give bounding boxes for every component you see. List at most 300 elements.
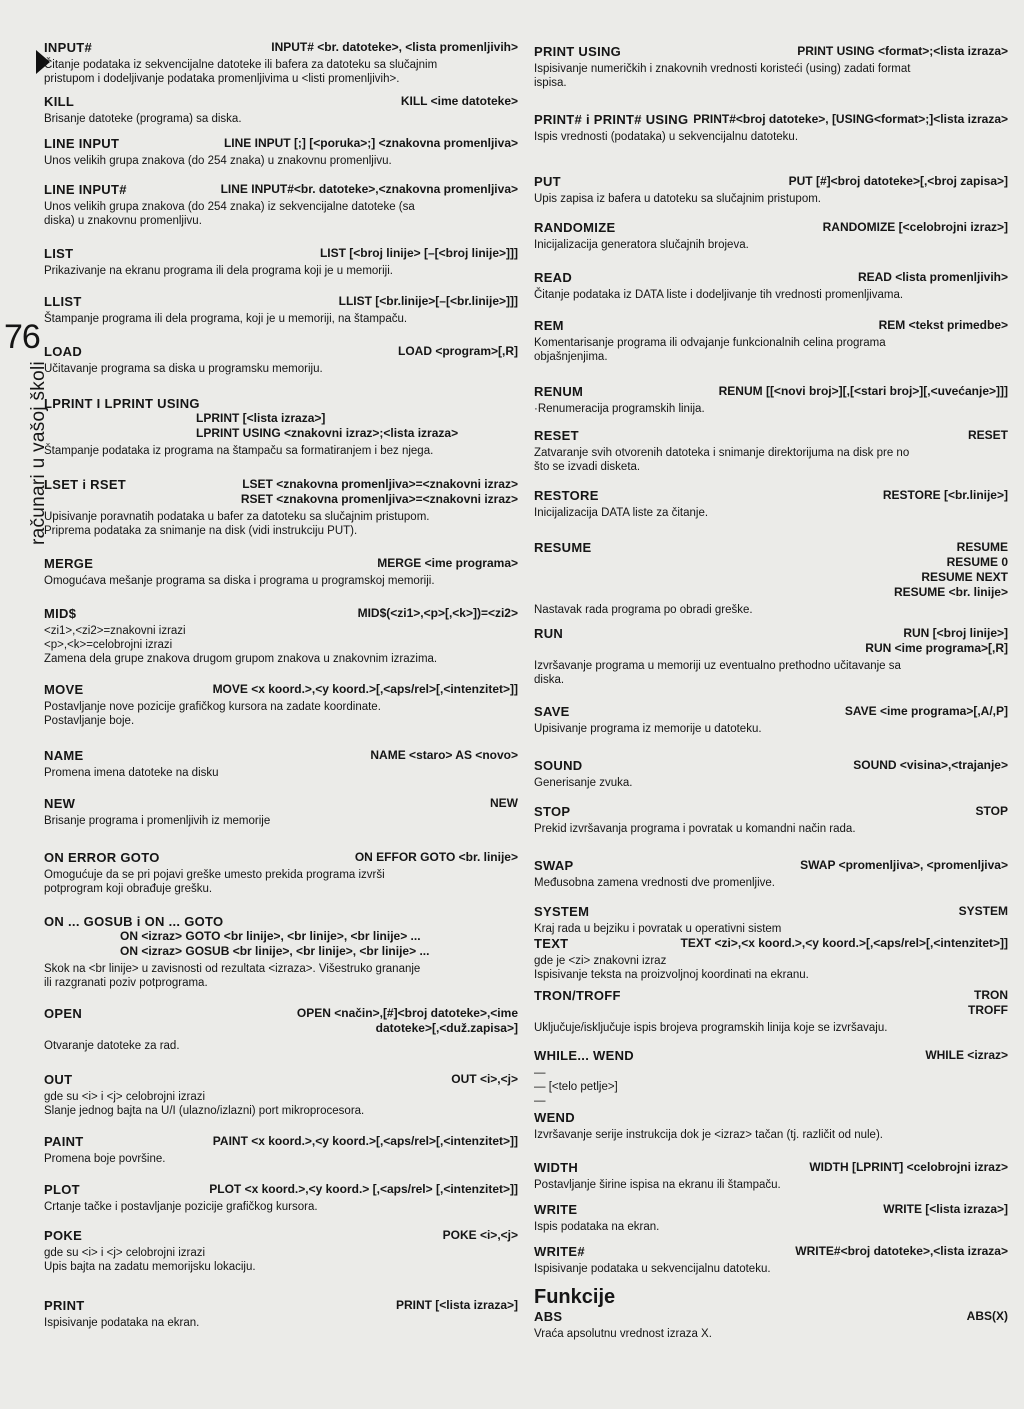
command-description	[534, 722, 1008, 736]
command-entry	[534, 904, 1008, 936]
command-syntax	[358, 606, 518, 621]
description-line: ili razgranati poziv potprograma.	[44, 977, 208, 989]
command-keyword: TRON/TROFF	[534, 988, 621, 1003]
command-syntax	[858, 270, 1008, 285]
command-description	[44, 700, 518, 728]
command-syntax	[490, 796, 518, 811]
syntax-line: WHILE <izraz>	[925, 1048, 1008, 1062]
command-syntax	[883, 1202, 1008, 1217]
command-entry	[44, 246, 518, 278]
command-description	[534, 822, 1008, 836]
syntax-line: SWAP <promenljiva>, <promenljiva>	[800, 858, 1008, 872]
description-line: Ispisivanje teksta na proizvoljnoj koordinati na ekranu.	[534, 969, 809, 981]
command-keyword: MERGE	[44, 556, 94, 571]
description-line: Skok na <br linije> u zavisnosti od rezultata <izraza>. Višestruko grananje	[44, 963, 421, 975]
command-syntax	[968, 988, 1008, 1018]
syntax-line: PRINT USING <format>;<lista izraza>	[797, 44, 1008, 58]
command-header	[534, 936, 1008, 951]
command-syntax	[823, 220, 1008, 235]
command-keyword: WRITE#	[534, 1244, 585, 1259]
function-description: Vraća apsolutnu vrednost izraza X.	[534, 1328, 712, 1340]
command-syntax	[213, 1134, 518, 1149]
description-line: Otvaranje datoteke za rad.	[44, 1040, 180, 1052]
command-description	[534, 288, 1008, 302]
description-line: Brisanje programa i promenljivih iz memorije	[44, 815, 271, 827]
syntax-line: TRON	[974, 988, 1008, 1002]
syntax-line: PRINT#<broj datoteke>, [USING<format>;]<lista izraza>	[693, 112, 1008, 126]
syntax-line: RANDOMIZE [<celobrojni izraz>]	[822, 220, 1008, 234]
description-line: Čitanje podataka iz DATA liste i dodeljivanje tih vrednosti promenljivama.	[534, 289, 904, 301]
description-line: Zamena dela grupe znakova drugom grupom znakova u znakovnim izrazima.	[44, 653, 438, 665]
command-header	[44, 1182, 518, 1197]
syntax-line: NEW	[490, 796, 518, 810]
command-entry	[534, 318, 1008, 364]
command-header	[534, 1110, 1008, 1125]
command-header	[534, 1160, 1008, 1175]
syntax-line: POKE <i>,<j>	[442, 1228, 518, 1242]
command-entry	[534, 988, 1008, 1035]
command-header	[534, 1048, 1008, 1063]
command-entry	[534, 758, 1008, 790]
syntax-line: INPUT# <br. datoteke>, <lista promenljivih>	[271, 40, 518, 54]
command-syntax	[451, 1072, 518, 1087]
command-entry	[534, 804, 1008, 836]
command-description	[44, 868, 518, 896]
command-syntax	[879, 318, 1008, 333]
command-header	[534, 858, 1008, 873]
description-line: Inicijalizacija generatora slučajnih brojeva.	[534, 239, 749, 251]
syntax-line: TROFF	[968, 1003, 1008, 1017]
command-keyword: PUT	[534, 174, 561, 189]
description-line: diska) u znakovnu promenljivu.	[44, 215, 202, 227]
command-keyword: LSET i RSET	[44, 477, 127, 492]
command-description	[44, 1316, 518, 1330]
command-header	[44, 40, 518, 55]
syntax-line: RESUME NEXT	[921, 570, 1008, 584]
command-syntax	[44, 929, 518, 959]
command-keyword: LLIST	[44, 294, 82, 309]
command-header	[44, 850, 518, 865]
command-description	[534, 192, 1008, 206]
page-number: 76	[4, 318, 40, 356]
syntax-line: LIST [<broj linije> [–[<broj linije>]]]	[319, 246, 518, 260]
syntax-line: PRINT [<lista izraza>]	[395, 1298, 518, 1312]
description-line: gde je <zi> znakovni izraz	[534, 955, 667, 967]
description-line: što se izvadi disketa.	[534, 461, 641, 473]
description-line: Izvršavanje serije instrukcija dok je <izraz> tačan (tj. različit od nule).	[534, 1129, 883, 1141]
command-entry	[534, 174, 1008, 206]
command-syntax	[213, 682, 518, 697]
command-keyword: OPEN	[44, 1006, 83, 1021]
command-header	[534, 626, 1008, 656]
command-header	[44, 396, 518, 411]
syntax-line: LPRINT USING <znakovni izraz>;<lista izraza>	[196, 426, 459, 440]
command-header	[44, 556, 518, 571]
syntax-line: RESUME 0	[946, 555, 1008, 569]
syntax-line: NAME <staro> AS <novo>	[370, 748, 518, 762]
description-line: Izvršavanje programa u memoriji uz eventualno prethodno učitavanje sa	[534, 660, 901, 672]
command-keyword: KILL	[44, 94, 75, 109]
command-header	[44, 796, 518, 811]
command-syntax	[443, 1228, 518, 1243]
command-keyword: OUT	[44, 1072, 73, 1087]
syntax-line: OUT <i>,<j>	[451, 1072, 518, 1086]
command-header	[534, 904, 1008, 919]
command-description	[534, 954, 1008, 982]
command-description	[44, 1200, 518, 1214]
command-keyword: LIST	[44, 246, 74, 261]
command-description	[44, 200, 518, 228]
syntax-line: WIDTH [LPRINT] <celobrojni izraz>	[809, 1160, 1008, 1174]
syntax-line: MOVE <x koord.>,<y koord.>[,<aps/rel>[,<intenzitet>]]	[212, 682, 518, 696]
command-entry	[534, 626, 1008, 687]
command-keyword: WRITE	[534, 1202, 578, 1217]
command-syntax	[853, 758, 1008, 773]
description-line: Promena imena datoteke na disku	[44, 767, 219, 779]
command-syntax	[795, 1244, 1008, 1259]
syntax-line: RESUME <br. linije>	[893, 585, 1008, 599]
command-entry	[44, 344, 518, 376]
command-entry	[534, 1202, 1008, 1234]
command-header	[534, 758, 1008, 773]
command-description	[44, 444, 518, 458]
command-header	[534, 1202, 1008, 1217]
syntax-line: KILL <ime datoteke>	[400, 94, 518, 108]
command-keyword: SOUND	[534, 758, 583, 773]
syntax-line: datoteke>[,<duž.zapisa>]	[375, 1021, 518, 1035]
command-description	[44, 574, 518, 588]
command-entry	[534, 1110, 1008, 1142]
description-line: Postavljanje boje.	[44, 715, 135, 727]
command-entry	[44, 182, 518, 228]
command-description	[534, 1128, 1008, 1142]
description-line: <zi1>,<zi2>=znakovni izrazi	[44, 625, 186, 637]
command-entry	[44, 136, 518, 168]
command-header	[44, 748, 518, 763]
syntax-line: LINE INPUT [;] [<poruka>;] <znakovna promenljiva>	[223, 136, 518, 150]
command-keyword: ON ... GOSUB i ON ... GOTO	[44, 914, 224, 929]
command-keyword: NAME	[44, 748, 84, 763]
command-entry	[534, 1048, 1008, 1108]
description-line: Ispis podataka na ekran.	[534, 1221, 660, 1233]
syntax-line: RUN <ime programa>[,R]	[865, 641, 1008, 655]
syntax-line: OPEN <način>,[#]<broj datoteke>,<ime	[296, 1006, 518, 1020]
command-keyword: PAINT	[44, 1134, 84, 1149]
command-entry	[534, 540, 1008, 617]
function-keyword: ABS	[534, 1309, 563, 1324]
command-keyword: PRINT# i PRINT# USING	[534, 112, 689, 127]
description-line: Prikazivanje na ekranu programa ili dela programa koji je u memoriji.	[44, 265, 393, 277]
command-entry	[44, 556, 518, 588]
description-line: gde su <i> i <j> celobrojni izrazi	[44, 1091, 206, 1103]
command-entry	[44, 682, 518, 728]
description-line: Priprema podataka za snimanje na disk (vidi instrukciju PUT).	[44, 525, 358, 537]
command-header	[534, 384, 1008, 399]
command-description	[534, 506, 1008, 520]
command-syntax	[370, 748, 518, 763]
description-line: Brisanje datoteke (programa) sa diska.	[44, 113, 242, 125]
command-description	[44, 1039, 518, 1053]
command-keyword: LPRINT I LPRINT USING	[44, 396, 200, 411]
command-entry	[44, 796, 518, 828]
command-keyword: TEXT	[534, 936, 569, 951]
command-header	[44, 682, 518, 697]
command-syntax	[719, 384, 1008, 399]
command-syntax	[221, 182, 518, 197]
command-entry	[44, 1134, 518, 1166]
syntax-line: REM <tekst primedbe>	[878, 318, 1008, 332]
command-entry	[44, 94, 518, 126]
description-line: Upis bajta na zadatu memorijsku lokaciju.	[44, 1261, 256, 1273]
command-keyword: POKE	[44, 1228, 83, 1243]
command-entry	[534, 220, 1008, 252]
command-entry	[44, 294, 518, 326]
command-entry	[44, 606, 518, 666]
command-entry	[44, 1182, 518, 1214]
command-syntax	[693, 112, 1008, 127]
command-syntax	[976, 804, 1008, 819]
description-line: Unos velikih grupa znakova (do 254 znaka) u znakovnu promenljivu.	[44, 155, 392, 167]
command-description	[534, 446, 1008, 474]
command-syntax	[398, 344, 518, 359]
command-entry	[44, 40, 518, 86]
description-line: Štampanje programa ili dela programa, koji je u memoriji, na štampaču.	[44, 313, 408, 325]
command-entry	[534, 858, 1008, 890]
command-header	[534, 1244, 1008, 1259]
syntax-line: PUT [#]<broj datoteke>[,<broj zapisa>]	[788, 174, 1008, 188]
command-keyword: REM	[534, 318, 564, 333]
command-syntax	[959, 904, 1008, 919]
command-description	[534, 776, 1008, 790]
command-header	[44, 1298, 518, 1313]
command-syntax	[894, 540, 1008, 600]
syntax-line: RESTORE [<br.linije>]	[882, 488, 1008, 502]
command-keyword: SWAP	[534, 858, 574, 873]
command-header	[534, 44, 1008, 59]
description-line: Promena boje površine.	[44, 1153, 166, 1165]
description-line: Štampanje podataka iz programa na štampaču sa formatiranjem i bez njega.	[44, 445, 434, 457]
description-line: diska.	[534, 674, 565, 686]
command-keyword: LOAD	[44, 344, 83, 359]
command-header	[44, 1006, 518, 1036]
command-syntax	[271, 40, 518, 55]
command-header	[534, 1309, 1008, 1324]
syntax-line: SYSTEM	[958, 904, 1008, 918]
function-syntax: ABS(X)	[966, 1309, 1008, 1323]
description-line: —	[534, 1067, 546, 1079]
command-description	[534, 922, 1008, 936]
command-description	[534, 402, 1008, 416]
command-description	[534, 659, 1008, 687]
syntax-line: WRITE#<broj datoteke>,<lista izraza>	[795, 1244, 1008, 1258]
description-line: Ispisivanje podataka u sekvencijalnu datoteku.	[534, 1263, 771, 1275]
syntax-line: MERGE <ime programa>	[377, 556, 518, 570]
command-syntax	[320, 246, 518, 261]
command-header	[534, 428, 1008, 443]
description-line: potprogram koji obrađuje grešku.	[44, 883, 213, 895]
description-line: Inicijalizacija DATA liste za čitanje.	[534, 507, 709, 519]
syntax-line: SOUND <visina>,<trajanje>	[853, 758, 1008, 772]
description-line: ·Renumeracija programskih linija.	[534, 403, 705, 415]
description-line: objašnjenjima.	[534, 351, 608, 363]
command-description	[534, 876, 1008, 890]
command-header	[44, 136, 518, 151]
description-line: —	[534, 1095, 546, 1107]
command-keyword: MOVE	[44, 682, 84, 697]
command-syntax	[865, 626, 1008, 656]
command-description	[44, 510, 518, 538]
command-description	[534, 130, 1008, 144]
description-line: Upisivanje programa iz memorije u datoteku.	[534, 723, 762, 735]
command-syntax	[339, 294, 518, 309]
command-syntax	[797, 44, 1008, 59]
command-header	[534, 704, 1008, 719]
command-entry	[534, 44, 1008, 90]
command-keyword: WEND	[534, 1110, 575, 1125]
command-header	[534, 988, 1008, 1018]
command-keyword: RANDOMIZE	[534, 220, 616, 235]
command-syntax	[355, 850, 518, 865]
command-keyword: SAVE	[534, 704, 570, 719]
command-keyword: PLOT	[44, 1182, 80, 1197]
description-line: Prekid izvršavanja programa i povratak u komandni način rada.	[534, 823, 856, 835]
command-description	[44, 362, 518, 376]
command-description	[44, 1246, 518, 1274]
description-line: Ispisivanje podataka na ekran.	[44, 1317, 200, 1329]
command-header	[534, 540, 1008, 600]
command-syntax	[377, 556, 518, 571]
command-entry	[534, 704, 1008, 736]
command-description	[534, 1066, 1008, 1108]
command-entry	[534, 112, 1008, 144]
command-syntax	[809, 1160, 1008, 1175]
functions-section	[534, 1286, 1008, 1341]
command-keyword: LINE INPUT#	[44, 182, 127, 197]
command-entry	[44, 748, 518, 780]
command-description	[534, 1262, 1008, 1276]
syntax-line: STOP	[975, 804, 1008, 818]
command-header	[44, 246, 518, 261]
magazine-side-label: računari u vašoj školi	[28, 360, 49, 545]
description-line: Unos velikih grupa znakova (do 254 znaka) iz sekvencijalne datoteke (sa	[44, 201, 415, 213]
description-line: Kraj rada u bejziku i povratak u operativni sistem	[534, 923, 782, 935]
command-keyword: MID$	[44, 606, 77, 621]
syntax-line: RSET <znakovna promenljiva>=<znakovni izraz>	[240, 492, 518, 506]
syntax-line: LSET <znakovna promenljiva>=<znakovni izraz>	[242, 477, 518, 491]
command-header	[534, 804, 1008, 819]
syntax-line: READ <lista promenljivih>	[857, 270, 1008, 284]
command-header	[44, 1072, 518, 1087]
description-line: Postavljanje širine ispisa na ekranu ili štampaču.	[534, 1179, 781, 1191]
command-header	[44, 294, 518, 309]
description-line: ispisa.	[534, 77, 567, 89]
syntax-line: RESUME	[956, 540, 1008, 554]
syntax-line: LPRINT [<lista izraza>]	[196, 411, 326, 425]
description-line: Nastavak rada programa po obradi greške.	[534, 604, 753, 616]
command-keyword: NEW	[44, 796, 76, 811]
command-keyword: STOP	[534, 804, 571, 819]
syntax-line: ON EFFOR GOTO <br. linije>	[354, 850, 518, 864]
command-description	[534, 1021, 1008, 1035]
description-line: gde su <i> i <j> celobrojni izrazi	[44, 1247, 206, 1259]
command-syntax	[789, 174, 1008, 189]
command-entry	[44, 850, 518, 896]
command-description	[534, 1220, 1008, 1234]
command-keyword: WHILE... WEND	[534, 1048, 634, 1063]
command-entry	[534, 1244, 1008, 1276]
command-header	[44, 914, 518, 929]
syntax-line: RESET	[967, 428, 1008, 442]
command-header	[44, 94, 518, 109]
command-keyword: READ	[534, 270, 573, 285]
command-description	[44, 624, 518, 666]
syntax-line: RUN [<broj linije>]	[903, 626, 1008, 640]
command-keyword: PRINT	[44, 1298, 85, 1313]
command-description	[44, 962, 518, 990]
description-line: Postavljanje nove pozicije grafičkog kursora na zadate koordinate.	[44, 701, 381, 713]
command-syntax	[401, 94, 518, 109]
description-line: — [<telo petlje>]	[534, 1081, 618, 1093]
command-syntax	[925, 1048, 1008, 1063]
command-syntax	[224, 136, 518, 151]
command-header	[534, 270, 1008, 285]
command-description	[534, 336, 1008, 364]
command-header	[44, 182, 518, 197]
command-description	[534, 603, 1008, 617]
command-entry	[534, 1160, 1008, 1192]
command-description	[534, 1178, 1008, 1192]
command-syntax	[968, 428, 1008, 443]
command-entry	[534, 428, 1008, 474]
command-keyword: RENUM	[534, 384, 584, 399]
functions-title: Funkcije	[534, 1286, 616, 1308]
command-header	[534, 112, 1008, 127]
description-line: Učitavanje programa sa diska u programsku memoriju.	[44, 363, 323, 375]
command-keyword: RESTORE	[534, 488, 599, 503]
command-description	[44, 264, 518, 278]
command-header	[534, 174, 1008, 189]
description-line: Crtanje tačke i postavljanje pozicije grafičkog kursora.	[44, 1201, 318, 1213]
description-line: Čitanje podataka iz sekvencijalne datoteke ili bafera za datoteku sa slučajnim	[44, 59, 438, 71]
command-keyword: RUN	[534, 626, 564, 641]
syntax-line: LINE INPUT#<br. datoteke>,<znakovna promenljiva>	[220, 182, 518, 196]
command-header	[44, 477, 518, 507]
command-keyword: WIDTH	[534, 1160, 579, 1175]
description-line: Komentarisanje programa ili odvajanje funkcionalnih celina programa	[534, 337, 886, 349]
command-description	[44, 58, 518, 86]
description-line: Omogućava mešanje programa sa diska i programa u programskoj memoriji.	[44, 575, 435, 587]
command-header	[534, 318, 1008, 333]
description-line: Međusobna zamena vrednosti dve promenljive.	[534, 877, 775, 889]
command-syntax	[845, 704, 1008, 719]
syntax-line: MID$(<zi1>,<p>[,<k>])=<zi2>	[357, 606, 518, 620]
command-entry	[44, 1006, 518, 1053]
description-line: Ispis vrednosti (podataka) u sekvencijalnu datoteku.	[534, 131, 799, 143]
command-syntax	[209, 1182, 518, 1197]
command-header	[44, 1228, 518, 1243]
command-description	[44, 154, 518, 168]
syntax-line: ON <izraz> GOTO <br linije>, <br linije>, <br linije> ...	[120, 929, 421, 943]
command-syntax	[297, 1006, 518, 1036]
syntax-line: LLIST [<br.linije>[–[<br.linije>]]]	[338, 294, 518, 308]
description-line: Uključuje/isključuje ispis brojeva programskih linija koje se izvršavaju.	[534, 1022, 888, 1034]
command-keyword: PRINT USING	[534, 44, 622, 59]
command-header	[534, 220, 1008, 235]
command-header	[44, 344, 518, 359]
command-entry	[534, 488, 1008, 520]
command-entry	[534, 270, 1008, 302]
description-line: Omogućuje da se pri pojavi greške umesto prekida programa izvrši	[44, 869, 385, 881]
